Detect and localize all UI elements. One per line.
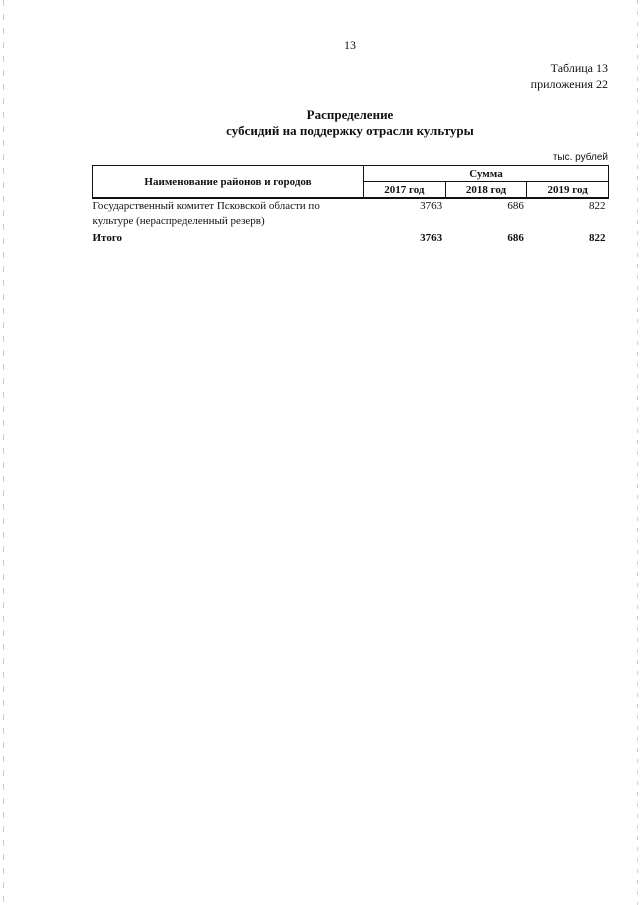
column-header-year-2018: 2018 год	[445, 182, 527, 199]
column-header-year-2017: 2017 год	[364, 182, 446, 199]
column-header-sum: Сумма	[364, 166, 609, 182]
units-label: тыс. рублей	[552, 152, 608, 163]
row-value-2019: 822	[589, 200, 606, 212]
column-header-name: Наименование районов и городов	[93, 166, 364, 199]
document-title	[0, 107, 640, 139]
table-reference-line-2: приложения 22	[530, 77, 608, 91]
row-value-2017: 3763	[420, 200, 443, 212]
total-row	[93, 229, 609, 246]
table-reference	[531, 60, 608, 92]
page-number: 13	[344, 38, 356, 52]
subsidy-table	[92, 165, 609, 246]
total-value-2018: 686	[507, 232, 524, 244]
row-name: Государственный комитет Псковской области по культуре (нераспределенный резерв)	[92, 200, 320, 227]
table-row	[93, 198, 609, 229]
document-title-line-1: Распределение	[306, 107, 394, 122]
row-value-2018: 686	[507, 200, 524, 212]
column-header-year-2019: 2019 год	[527, 182, 609, 199]
table-reference-line-1: Таблица 13	[550, 61, 608, 75]
total-label: Итого	[92, 232, 123, 244]
total-value-2017: 3763	[420, 232, 443, 244]
document-title-line-2: субсидий на поддержку отрасли культуры	[226, 123, 474, 138]
total-value-2019: 822	[589, 232, 606, 244]
